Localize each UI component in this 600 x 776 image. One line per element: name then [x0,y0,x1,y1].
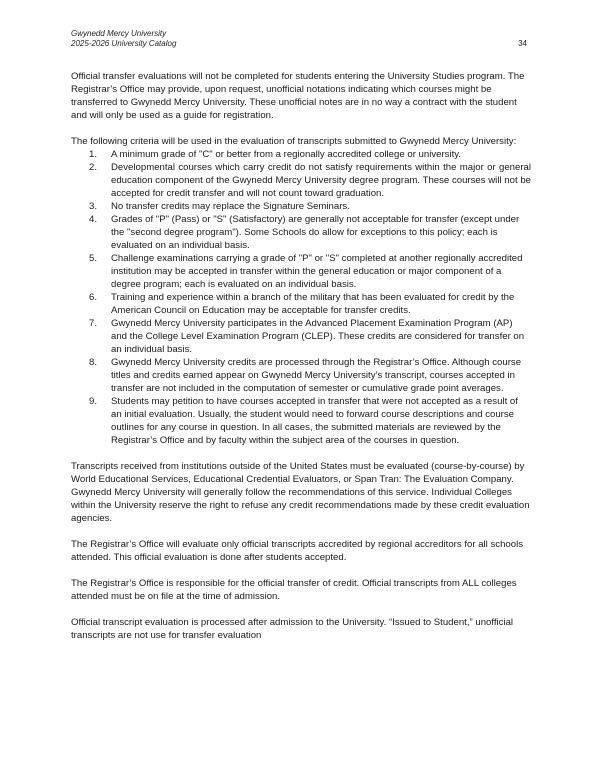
criteria-item: 1. A minimum grade of "C" or better from a regionally accredited college or university. [89,149,462,160]
page-header [71,29,527,49]
page-number: 34 [518,39,527,48]
criteria-item: 2. Developmental courses which carry credit do not satisfy requirements within the major or general education component of the Gwynedd Mercy University degree program. These courses will not be accepted for credit transfer and will not count toward graduation. [89,162,531,199]
criteria-item: 7. Gwynedd Mercy University participates in the Advanced Placement Examination Program (AP) and the College Level Examination Program (CLEP). These credits are considered for transfer on an individual basis. [89,318,525,355]
registrar-responsibility-paragraph: The Registrar’s Office is responsible for the official transfer of credit. Official transcripts from ALL colleges attended must be on file at the time of admission. [71,578,517,602]
criteria-item: 3. No transfer credits may replace the Signature Seminars. [89,201,350,212]
criteria-item: 9. Students may petition to have courses accepted in transfer that were not accepted as a result of an initial evaluation. Usually, the student would need to forward course descriptions and course outlines for any course in question. In all cases, the submitted materials are reviewed by the Registrar’s Office and by faculty within the subject area of the courses in question. [89,396,518,446]
regional-accreditors-paragraph: The Registrar’s Office will evaluate only official transcripts accredited by regional accreditors for all schools attended. This official evaluation is done after students accepted. [71,539,523,563]
criteria-item: 8. Gwynedd Mercy University credits are processed through the Registrar’s Office. Although course titles and credits earned appear on Gwynedd Mercy University’s transcript, courses accepted in transfer are not included in the computation of semester or cumulative grade point averages. [89,357,522,394]
admission-evaluation-paragraph: Official transcript evaluation is processed after admission to the University. “Issued to Student,” unofficial transcripts are not use for transfer evaluation [71,617,514,641]
page-body [71,70,531,655]
intro-paragraph: Official transfer evaluations will not be completed for students entering the University Studies program. The Registrar’s Office may provide, upon request, unofficial notations indicating which courses might be transferred to Gwynedd Mercy University. These unofficial notes are in no way a contract with the student and will only be used as a guide for registration. [71,71,525,121]
criteria-item: 5. Challenge examinations carrying a grade of "P" or "S" completed at another regionally accredited institution may be accepted in transfer within the general education or major component of a degree program; each is evaluated on an individual basis. [89,253,523,290]
criteria-item: 6. Training and experience within a branch of the military that has been evaluated for credit by the American Council on Education may be acceptable for transfer credits. [89,292,515,316]
catalog-title: 2025-2026 University Catalog [71,39,177,48]
international-transcripts-paragraph: Transcripts received from institutions outside of the United States must be evaluated (course-by-course) by World Educational Services, Educational Credential Evaluators, or Span Tran: The Evaluation Company. Gwynedd Mercy University will generally follow the recommendations of this service. Individual Colleges within the University reserve the right to refuse any credit recommendations made by these credit evaluation agencies. [71,461,530,524]
institution-name: Gwynedd Mercy University [71,29,167,38]
criteria-list [71,148,531,447]
criteria-item: 4. Grades of "P" (Pass) or "S" (Satisfactory) are generally not acceptable for transfer (except under the "second degree program"). Some Schools do allow for exceptions to this policy; each is evaluated on an individual basis. [89,214,520,251]
criteria-intro: The following criteria will be used in the evaluation of transcripts submitted to Gwynedd Mercy University: [71,136,517,147]
